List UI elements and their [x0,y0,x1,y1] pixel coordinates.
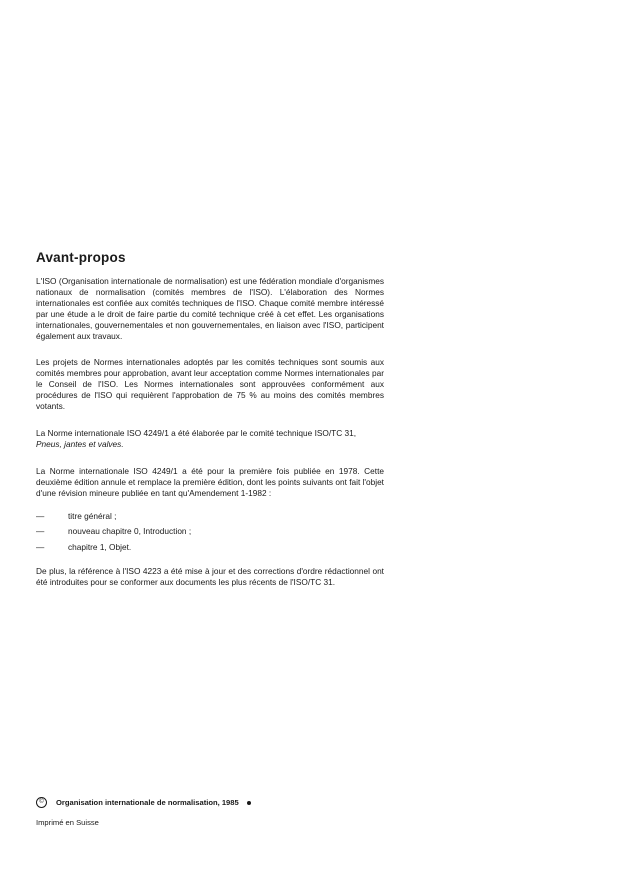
copyright-icon: © [36,797,47,808]
copyright-line [36,797,251,808]
list-item [36,511,384,522]
dash-bullet: — [36,510,45,521]
copyright-text: Organisation internationale de normalisation, 1985 [56,798,239,807]
list-item-text: titre général ; [68,510,117,521]
committee-title: Pneus, jantes et valves. [36,438,124,449]
revision-list [36,511,384,554]
paragraph-approval: Les projets de Normes internationales adoptés par les comités techniques sont soumis aux comités membres pour approbation, avant leur acceptation comme Normes internationales par le Conseil de l'ISO. Les Normes internationales sont approuvées conformément aux procédures de l'ISO qui requièrent l'approbation de 75 % au moins des comités membres votants. [36,357,384,412]
paragraph-iso-intro: L'ISO (Organisation internationale de normalisation) est une fédération mondiale d'organismes nationaux de normalisation (comités membres de l'ISO). L'élaboration des Normes internationales est confiée aux comités techniques de l'ISO. Chaque comité membre intéressé par une étude a le droit de faire partie du comité technique créé à cet effet. Les organisations internationales, gouvernementales et non gouvernementales, en liaison avec l'ISO, participent également aux travaux. [36,276,384,341]
paragraph-committee [36,428,384,450]
foreword-section [36,249,384,588]
dash-bullet: — [36,542,45,553]
paragraph-edition: La Norme internationale ISO 4249/1 a été pour la première fois publiée en 1978. Cette deuxième édition annule et remplace la première édition, dont les points suivants ont fait l'objet d'une révision mineure publiée en tant qu'Amendement 1-1982 : [36,465,384,498]
list-item [36,542,384,553]
dash-bullet: — [36,526,45,537]
bullet-icon [247,801,251,805]
committee-text: La Norme internationale ISO 4249/1 a été élaborée par le comité technique ISO/TC 31, [36,427,357,438]
paragraph-references: De plus, la référence à l'ISO 4223 a été mise à jour et des corrections d'ordre rédactionnel ont été introduites pour se conformer aux documents les plus récents de l'ISO/TC 31. [36,566,384,588]
printed-in: Imprimé en Suisse [36,818,99,827]
list-item-text: chapitre 1, Objet. [68,542,132,553]
list-item [36,526,384,537]
page-title: Avant-propos [36,250,126,265]
list-item-text: nouveau chapitre 0, Introduction ; [68,526,192,537]
